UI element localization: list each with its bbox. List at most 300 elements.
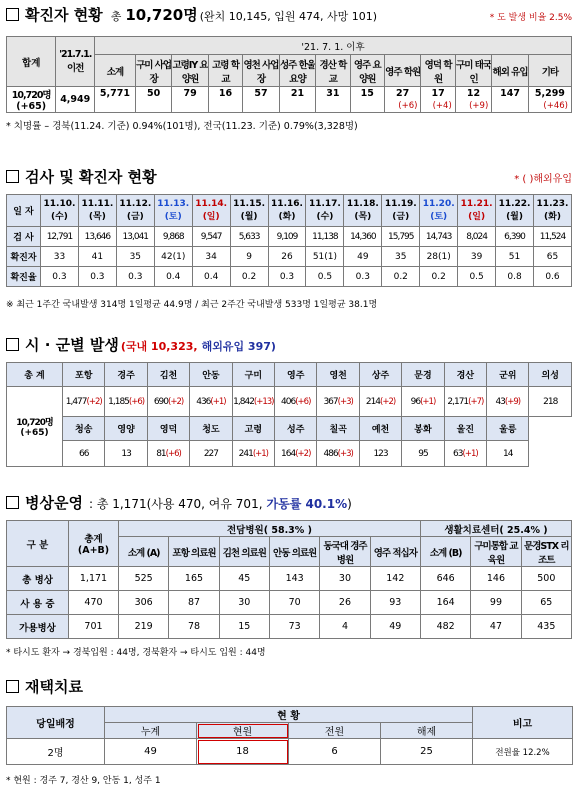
weekly-average-note: ※ 최근 1주간 국내발생 314명 1일평균 44.9명 / 최근 2주간 국내발생 533명 1일평균 38.1명 — [6, 300, 378, 310]
province-ratio-note: * 도 발생 비율 2.5% — [489, 13, 572, 23]
weekday: (일) — [468, 212, 486, 222]
delta: (+9) — [504, 396, 521, 407]
bed-summary: : 총 1,171(사용 470, 여유 701, — [88, 497, 263, 511]
delta-cell — [208, 101, 242, 113]
region-name: 문경 — [402, 363, 444, 387]
facility-header: 김천 의료원 — [219, 537, 269, 567]
checkbox-icon — [6, 496, 19, 509]
tests-cell: 9,109 — [268, 227, 306, 247]
empty-cell — [529, 417, 572, 441]
region-name: 청도 — [190, 417, 232, 441]
utilization-rate: 가동률 40.1% — [266, 497, 348, 511]
facility-header: 문경STX 리조트 — [521, 537, 571, 567]
rate-cell: 0.5 — [458, 267, 496, 287]
weekday: (목) — [88, 212, 106, 222]
delta: (+7) — [468, 396, 484, 407]
delta: (+2) — [168, 396, 184, 407]
delta-cell — [455, 101, 492, 113]
col-header: 성주 한울요양 — [279, 55, 316, 87]
confirmed-cell: 49 — [344, 247, 382, 267]
date-cell — [192, 195, 230, 227]
bed-cell: 646 — [420, 567, 470, 591]
confirmed-cell: 9 — [230, 247, 268, 267]
date-cell — [306, 195, 344, 227]
facility-header: 소계 (A) — [119, 537, 169, 567]
delta: (+1) — [210, 396, 226, 407]
weekday: (월) — [240, 212, 258, 222]
home-treatment-section — [6, 676, 572, 786]
home-treatment-title: 재택치료 — [25, 678, 83, 696]
col-header: 구미 태국인 — [455, 55, 492, 87]
delta-cell — [279, 101, 316, 113]
col-header: 경산 학교 — [316, 55, 350, 87]
region-name: 의성 — [529, 363, 572, 387]
before-header: '21.7.1.이전 — [56, 37, 95, 87]
region-value — [275, 387, 317, 417]
regional-header — [6, 334, 572, 356]
date-cell — [420, 195, 458, 227]
rate-cell: 0.8 — [496, 267, 534, 287]
region-name: 김천 — [147, 363, 189, 387]
bed-cell: 482 — [420, 615, 470, 639]
testing-section — [6, 166, 572, 310]
value-cell: 147 — [492, 87, 529, 101]
tests-cell: 11,138 — [306, 227, 344, 247]
status-col: 현원 — [197, 723, 289, 739]
date-value: 11.21. — [460, 199, 493, 209]
bed-cell: 47 — [471, 615, 521, 639]
overseas-count: 해외유입 397) — [201, 340, 276, 353]
confirmed-header: 확진자 — [7, 247, 41, 267]
date-cell — [268, 195, 306, 227]
date-value: 11.10. — [43, 199, 76, 209]
division-header: 구 분 — [7, 521, 69, 567]
rate-cell: 0.5 — [306, 267, 344, 287]
value-cell: 5,299 — [528, 87, 571, 101]
total-header: 총계 (A+B) — [69, 521, 119, 567]
date-value: 11.11. — [81, 199, 114, 209]
value-cell: 57 — [243, 87, 280, 101]
home-value: 25 — [381, 739, 473, 765]
region-value — [317, 387, 359, 417]
total-header: 총 계 — [7, 363, 63, 387]
delta: (+3) — [337, 448, 353, 459]
delta: (+13) — [253, 396, 274, 407]
delta-cell — [172, 101, 209, 113]
date-value: 11.19. — [384, 199, 417, 209]
date-cell — [41, 195, 79, 227]
delta: (+2) — [86, 396, 102, 407]
weekday: (토) — [430, 212, 448, 222]
region-value — [359, 387, 401, 417]
bed-cell: 30 — [320, 567, 370, 591]
bed-cell: 701 — [69, 615, 119, 639]
delta-cell — [243, 101, 280, 113]
bed-cell: 26 — [320, 591, 370, 615]
count: 406 — [281, 396, 296, 407]
count: 1,185 — [108, 396, 129, 407]
bed-cell: 45 — [219, 567, 269, 591]
bed-cell: 435 — [521, 615, 571, 639]
rate-cell: 0.2 — [420, 267, 458, 287]
delta-cell — [492, 101, 529, 113]
testing-title: 검사 및 확진자 현황 — [25, 168, 157, 186]
delta-cell — [421, 101, 455, 113]
region-value — [487, 441, 529, 467]
date-cell — [116, 195, 154, 227]
region-name: 울진 — [444, 417, 486, 441]
bed-cell: 99 — [471, 591, 521, 615]
region-name: 경산 — [444, 363, 486, 387]
confirmed-cell: 65 — [533, 247, 571, 267]
rate-cell: 0.3 — [41, 267, 79, 287]
bed-cell: 143 — [269, 567, 319, 591]
region-name: 울릉 — [487, 417, 529, 441]
value-cell: 79 — [172, 87, 209, 101]
total-prefix: 총 — [110, 10, 122, 23]
checkbox-icon — [6, 8, 19, 21]
value-cell: 27 — [384, 87, 421, 101]
weekday: (금) — [126, 212, 144, 222]
delta-cell — [528, 101, 571, 113]
col-header: 해외 유입 — [492, 55, 529, 87]
tests-cell: 11,524 — [533, 227, 571, 247]
same-day-value: 2명 — [7, 739, 105, 765]
bed-cell: 73 — [269, 615, 319, 639]
region-name: 영천 — [317, 363, 359, 387]
rate-cell: 0.4 — [154, 267, 192, 287]
status-col: 해제 — [381, 723, 473, 739]
bed-cell: 87 — [169, 591, 219, 615]
facility-header: 소계 (B) — [420, 537, 470, 567]
weekday: (토) — [164, 212, 182, 222]
region-value — [105, 441, 147, 467]
region-value — [317, 441, 359, 467]
tests-cell: 15,795 — [382, 227, 420, 247]
date-value: 11.18. — [346, 199, 379, 209]
region-value — [147, 387, 189, 417]
bed-cell: 219 — [119, 615, 169, 639]
region-name: 경주 — [105, 363, 147, 387]
delta: (+1) — [420, 396, 436, 407]
confirmed-cell: 51(1) — [306, 247, 344, 267]
facility-header: 동국대 경주병원 — [320, 537, 370, 567]
region-name: 봉화 — [402, 417, 444, 441]
rate-cell: 0.3 — [116, 267, 154, 287]
bed-summary-end: ) — [347, 497, 352, 511]
count: 96 — [410, 396, 421, 407]
regional-section — [6, 334, 572, 467]
confirmed-cell: 35 — [382, 247, 420, 267]
facility-header: 포항 의료원 — [169, 537, 219, 567]
date-value: 11.13. — [157, 199, 190, 209]
count: 164 — [281, 448, 296, 459]
testing-header — [6, 166, 572, 188]
rate-cell: 0.6 — [533, 267, 571, 287]
bed-cell: 4 — [320, 615, 370, 639]
region-value — [105, 387, 147, 417]
value-cell: 31 — [316, 87, 350, 101]
value-cell: 21 — [279, 87, 316, 101]
delta-cell — [95, 101, 136, 113]
delta-value: (+46) — [543, 101, 568, 112]
region-value — [190, 441, 232, 467]
bed-operation-title: 병상운영 — [25, 494, 83, 512]
total-delta: (+65) — [16, 101, 47, 112]
tests-cell: 12,791 — [41, 227, 79, 247]
bed-cell: 470 — [69, 591, 119, 615]
tests-cell: 8,024 — [458, 227, 496, 247]
count: 2,171 — [447, 396, 469, 407]
region-value — [275, 441, 317, 467]
region-value — [190, 387, 232, 417]
region-name: 포항 — [63, 363, 105, 387]
region-value — [63, 387, 105, 417]
region-name: 구미 — [232, 363, 274, 387]
fatality-note: * 치명률 – 경북(11.24. 기준) 0.94%(101명), 전국(11.23. 기준) 0.79%(3,328명) — [6, 121, 358, 132]
date-value: 11.22. — [498, 199, 531, 209]
confirmed-cell: 35 — [116, 247, 154, 267]
count: 214 — [365, 396, 381, 407]
tests-cell: 14,360 — [344, 227, 382, 247]
value-cell: 15 — [350, 87, 384, 101]
delta-cell — [350, 101, 384, 113]
date-cell — [230, 195, 268, 227]
weekday: (수) — [316, 212, 334, 222]
confirmed-status-header — [6, 4, 572, 26]
date-cell — [382, 195, 420, 227]
current-patients-note: * 현원 : 경주 7, 경산 9, 안동 1, 성주 1 — [6, 776, 161, 786]
weekday: (수) — [51, 212, 68, 222]
count: 63 — [453, 448, 463, 459]
date-value: 11.12. — [119, 199, 152, 209]
bed-cell: 306 — [119, 591, 169, 615]
region-name: 청송 — [63, 417, 105, 441]
total-confirmed: 10,720명 — [125, 6, 198, 24]
total-cell — [7, 87, 56, 113]
row-label: 가용병상 — [7, 615, 69, 639]
bed-cell: 49 — [370, 615, 420, 639]
row-label: 총 병상 — [7, 567, 69, 591]
count: 241 — [238, 448, 253, 459]
delta-value: (+9) — [469, 101, 489, 112]
overseas-note: * ( )해외유입 — [514, 174, 572, 185]
delta: (+2) — [380, 396, 396, 407]
transfer-note: * 타시도 환자 → 경북입원 : 44명, 경북환자 → 타시도 입원 : 44명 — [6, 648, 266, 658]
date-value: 11.16. — [271, 199, 303, 209]
region-name: 칠곡 — [317, 417, 359, 441]
bed-operation-section — [6, 492, 572, 658]
total-delta: (+65) — [20, 428, 49, 438]
treatment-center-header: 생활치료센터( 25.4% ) — [420, 521, 571, 537]
bed-cell: 30 — [219, 591, 269, 615]
delta-cell — [384, 101, 421, 113]
bed-operation-header — [6, 492, 572, 514]
bed-cell: 93 — [370, 591, 420, 615]
date-value: 11.14. — [195, 199, 228, 209]
total-header: 합계 — [7, 37, 56, 87]
rate-cell: 0.2 — [230, 267, 268, 287]
regional-table — [6, 362, 572, 467]
count: 436 — [196, 396, 211, 407]
count: 1,842 — [233, 396, 254, 407]
delta: (+6) — [295, 396, 311, 407]
count: 81 — [156, 448, 166, 459]
region-name: 영주 — [275, 363, 317, 387]
home-treatment-header — [6, 676, 572, 698]
tests-cell: 13,646 — [78, 227, 116, 247]
bed-cell: 165 — [169, 567, 219, 591]
date-value: 11.20. — [422, 199, 455, 209]
region-value — [529, 387, 572, 417]
region-value — [232, 441, 274, 467]
status-header: 현 황 — [105, 707, 473, 723]
bed-table — [6, 520, 572, 639]
checkbox-icon — [6, 680, 19, 693]
home-value: 18 — [197, 739, 289, 765]
weekday: (화) — [278, 212, 296, 222]
region-name: 군위 — [487, 363, 529, 387]
bed-cell: 78 — [169, 615, 219, 639]
region-value — [359, 441, 401, 467]
region-value — [487, 387, 529, 417]
date-cell — [458, 195, 496, 227]
confirmed-table — [6, 36, 572, 113]
region-value — [232, 387, 274, 417]
bed-cell: 500 — [521, 567, 571, 591]
weekday: (금) — [392, 212, 410, 222]
same-day-header: 당일배정 — [7, 707, 105, 739]
facility-header: 구미통합 교육원 — [471, 537, 521, 567]
facility-header: 영주 적십자 — [370, 537, 420, 567]
delta: (+1) — [252, 448, 268, 459]
total-cell — [7, 387, 63, 467]
delta: (+6) — [128, 396, 145, 407]
region-name: 영덕 — [147, 417, 189, 441]
confirmed-status-section — [6, 4, 572, 132]
home-value: 6 — [289, 739, 381, 765]
total-detail: (완치 10,145, 입원 474, 사망 101) — [199, 10, 377, 23]
region-name: 예천 — [359, 417, 401, 441]
value-cell: 16 — [208, 87, 242, 101]
count: 43 — [495, 396, 505, 407]
tests-cell: 6,390 — [496, 227, 534, 247]
rate-cell: 0.3 — [268, 267, 306, 287]
after-header: '21. 7. 1. 이후 — [95, 37, 572, 55]
delta-cell — [135, 101, 172, 113]
confirmed-cell: 39 — [458, 247, 496, 267]
value-cell: 12 — [455, 87, 492, 101]
tests-cell: 9,868 — [154, 227, 192, 247]
rate-cell: 0.2 — [382, 267, 420, 287]
col-header: 구미 사업장 — [135, 55, 172, 87]
tests-cell: 9,547 — [192, 227, 230, 247]
count: 367 — [323, 396, 338, 407]
region-name: 안동 — [190, 363, 232, 387]
total-value: 10,720명 — [11, 90, 51, 101]
count: 123 — [373, 448, 388, 459]
regional-title: 시 · 군별 발생 — [25, 336, 119, 354]
confirmed-cell: 33 — [41, 247, 79, 267]
confirmed-status-title: 확진자 현황 — [25, 6, 103, 24]
facility-header: 안동 의료원 — [269, 537, 319, 567]
total-value: 10,720명 — [16, 418, 53, 428]
date-cell — [154, 195, 192, 227]
checkbox-icon — [6, 338, 19, 351]
date-cell — [496, 195, 534, 227]
date-value: 11.23. — [536, 199, 569, 209]
value-cell: 5,771 — [95, 87, 136, 101]
confirmed-cell: 26 — [268, 247, 306, 267]
status-col: 누계 — [105, 723, 197, 739]
value-cell: 50 — [135, 87, 172, 101]
weekday: (화) — [544, 212, 561, 222]
region-name: 성주 — [275, 417, 317, 441]
testing-table — [6, 194, 572, 287]
col-header: 기타 — [528, 55, 571, 87]
weekday: (목) — [354, 212, 372, 222]
rate-cell: 0.3 — [344, 267, 382, 287]
tests-cell: 14,743 — [420, 227, 458, 247]
date-header: 일 자 — [7, 195, 41, 227]
tests-header: 검 사 — [7, 227, 41, 247]
region-value — [402, 441, 444, 467]
empty-cell — [529, 441, 572, 467]
tests-cell: 13,041 — [116, 227, 154, 247]
value-cell: 17 — [421, 87, 455, 101]
region-value — [402, 387, 444, 417]
delta-cell — [316, 101, 350, 113]
col-header: 고령 학교 — [208, 55, 242, 87]
weekday: (월) — [506, 212, 523, 222]
row-label: 사 용 중 — [7, 591, 69, 615]
bed-cell: 525 — [119, 567, 169, 591]
count: 486 — [323, 448, 338, 459]
col-header: 영천 사업장 — [243, 55, 280, 87]
confirmed-cell: 34 — [192, 247, 230, 267]
count: 227 — [203, 448, 219, 459]
region-name: 영양 — [105, 417, 147, 441]
checkbox-icon — [6, 170, 19, 183]
date-value: 11.17. — [308, 199, 341, 209]
region-name: 고령 — [232, 417, 274, 441]
bed-cell: 70 — [269, 591, 319, 615]
bed-cell: 142 — [370, 567, 420, 591]
bed-cell: 164 — [420, 591, 470, 615]
home-treatment-table — [6, 706, 573, 765]
col-header: 영덕 학원 — [421, 55, 455, 87]
region-value — [147, 441, 189, 467]
date-cell — [78, 195, 116, 227]
delta-value: (+4) — [432, 101, 452, 112]
count: 690 — [153, 396, 169, 407]
col-header: 영주 요양원 — [350, 55, 384, 87]
count: 1,477 — [65, 396, 87, 407]
rate-cell: 0.3 — [78, 267, 116, 287]
confirmed-cell: 28(1) — [420, 247, 458, 267]
before-value: 4,949 — [56, 87, 95, 113]
delta: (+3) — [337, 396, 353, 407]
home-value: 49 — [105, 739, 197, 765]
bed-cell: 146 — [471, 567, 521, 591]
rate-header: 확진율 — [7, 267, 41, 287]
count: 14 — [503, 448, 513, 459]
bed-cell: 15 — [219, 615, 269, 639]
rate-cell: 0.4 — [192, 267, 230, 287]
tests-cell: 5,633 — [230, 227, 268, 247]
col-header: 영주 학원 — [384, 55, 421, 87]
confirmed-cell: 51 — [496, 247, 534, 267]
